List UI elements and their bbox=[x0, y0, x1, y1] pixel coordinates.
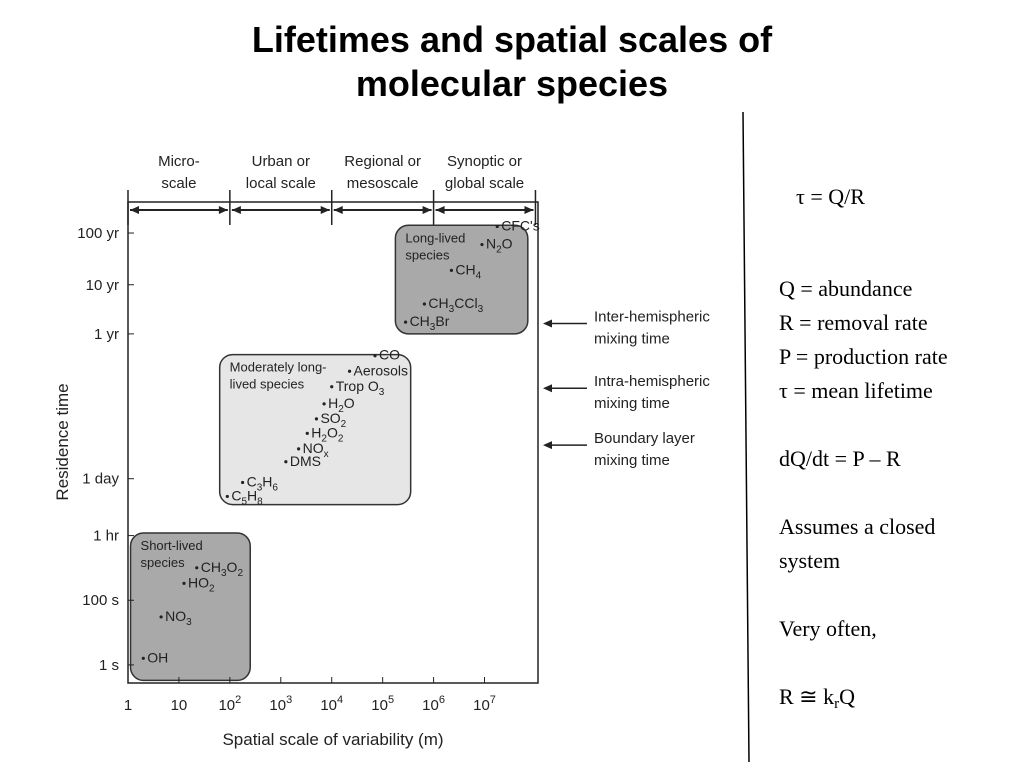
species-point bbox=[348, 370, 351, 373]
species-label: $NO_3$ bbox=[165, 607, 192, 628]
species-point bbox=[404, 321, 407, 324]
rate-equation: dQ/dt = P – R bbox=[779, 446, 901, 471]
species-group-label-line-2: species bbox=[140, 555, 185, 571]
definitions-notes bbox=[779, 272, 948, 714]
species-label: $H_2O$ bbox=[328, 394, 355, 415]
mixing-time-arrowhead bbox=[543, 441, 552, 449]
x-tick-label: $10^3$ bbox=[269, 694, 293, 714]
scale-header-arrowhead-left bbox=[436, 206, 445, 214]
species-label: $H_2O_2$ bbox=[311, 424, 344, 445]
closed-system-note-line-1: Assumes a closed bbox=[779, 514, 936, 539]
abundance-definition: Q = abundance bbox=[779, 276, 913, 301]
scale-header-arrowhead-right bbox=[524, 206, 533, 214]
divider-line bbox=[741, 112, 751, 762]
species-point bbox=[284, 460, 287, 463]
species-label: $N_2O$ bbox=[485, 235, 513, 256]
species-point bbox=[330, 385, 333, 388]
x-tick-label: 1 bbox=[123, 697, 133, 714]
species-point bbox=[423, 302, 426, 305]
y-tick-label: 100 s bbox=[82, 592, 119, 610]
x-tick-label: $10^5$ bbox=[371, 694, 395, 714]
x-tick-label: $10^2$ bbox=[218, 694, 242, 714]
scale-header-label-line-2: scale bbox=[161, 175, 197, 192]
x-tick-label: 10 bbox=[170, 697, 188, 714]
tau-equation bbox=[796, 180, 865, 214]
mean-lifetime-definition: τ = mean lifetime bbox=[779, 378, 933, 403]
species-point bbox=[195, 566, 198, 569]
x-tick-label: $10^7$ bbox=[473, 694, 496, 714]
mixing-time-label-line-1: Inter-hemispheric bbox=[594, 308, 710, 326]
scale-header-arrowhead-right bbox=[423, 206, 432, 214]
species-label: CFC's bbox=[501, 217, 540, 234]
species-point bbox=[480, 243, 483, 246]
y-axis-label: Residence time bbox=[53, 383, 72, 501]
species-label: $HO_2$ bbox=[188, 574, 215, 595]
species-label: DMS bbox=[289, 452, 322, 469]
species-label: $CH_3CCl_3$ bbox=[428, 295, 484, 316]
y-tick-label: 1 yr bbox=[93, 325, 119, 343]
species-group-label-line-1: Moderately long- bbox=[229, 359, 327, 375]
scale-header-label-line-2: local scale bbox=[245, 175, 316, 192]
species-label: CO bbox=[379, 346, 401, 363]
removal-rate-definition: R = removal rate bbox=[779, 310, 928, 335]
scale-header-label-line-1: Regional or bbox=[344, 153, 422, 170]
removal-approximation-rhs: Q bbox=[839, 684, 855, 709]
scale-header-arrowhead-left bbox=[232, 206, 241, 214]
scale-header-arrowhead-left bbox=[130, 206, 139, 214]
scale-header-label-line-2: mesoscale bbox=[346, 175, 419, 192]
x-axis-label: Spatial scale of variability (m) bbox=[222, 730, 444, 749]
scale-header-label-line-1: Synoptic or bbox=[446, 153, 523, 170]
species-label: Aerosols bbox=[353, 362, 409, 379]
mixing-time-arrowhead bbox=[543, 384, 552, 392]
species-label: $NO_x$ bbox=[302, 439, 329, 460]
removal-approximation-lhs: R ≅ k bbox=[779, 684, 835, 709]
species-label: $SO_2$ bbox=[320, 409, 347, 430]
mixing-time-label-line-2: mixing time bbox=[594, 395, 670, 413]
species-label: Trop $O_3$ bbox=[335, 377, 385, 398]
x-tick-label: $10^6$ bbox=[422, 694, 445, 714]
y-tick-label: 1 hr bbox=[93, 527, 119, 545]
production-rate-definition: P = production rate bbox=[779, 344, 948, 369]
species-point bbox=[496, 225, 499, 228]
scale-header-arrowhead-left bbox=[334, 206, 343, 214]
species-point bbox=[315, 417, 318, 420]
species-point bbox=[297, 447, 300, 450]
species-point bbox=[182, 582, 185, 585]
species-label: $C_5H_8$ bbox=[231, 487, 263, 508]
scale-headers bbox=[128, 153, 535, 225]
mixing-time-label-line-2: mixing time bbox=[594, 452, 670, 470]
species-group-label-line-2: lived species bbox=[229, 376, 305, 392]
title-line-2: molecular species bbox=[355, 63, 669, 104]
species-label: $C_3H_6$ bbox=[246, 473, 278, 494]
species-group-label-line-1: Long-lived bbox=[405, 230, 466, 246]
scale-header-label-line-1: Urban or bbox=[251, 153, 310, 170]
species-point bbox=[142, 657, 145, 660]
y-tick-label: 10 yr bbox=[85, 276, 119, 294]
mixing-time-label-line-1: Intra-hemispheric bbox=[594, 373, 710, 391]
species-point bbox=[160, 615, 163, 618]
very-often-note: Very often, bbox=[779, 616, 877, 641]
y-tick-label: 1 day bbox=[82, 470, 119, 488]
species-point bbox=[241, 481, 244, 484]
species-groups bbox=[131, 217, 540, 680]
species-point bbox=[306, 432, 309, 435]
species-label: $CH_3Br$ bbox=[409, 313, 450, 334]
species-label: $CH_3O_2$ bbox=[200, 558, 244, 579]
mixing-time-label-line-2: mixing time bbox=[594, 330, 670, 348]
mixing-time-label-line-1: Boundary layer bbox=[594, 430, 695, 448]
species-label: OH bbox=[147, 649, 169, 666]
scale-header-arrowhead-right bbox=[219, 206, 228, 214]
scale-header-label-line-2: global scale bbox=[444, 175, 525, 192]
species-point bbox=[373, 354, 376, 357]
removal-approximation-subscript: r bbox=[834, 696, 840, 712]
mixing-time-arrowhead bbox=[543, 320, 552, 328]
species-point bbox=[450, 269, 453, 272]
scale-header-arrowhead-right bbox=[321, 206, 330, 214]
y-tick-label: 1 s bbox=[98, 656, 119, 674]
y-tick-label: 100 yr bbox=[77, 225, 119, 243]
species-label: $CH_4$ bbox=[455, 261, 482, 282]
x-tick-label: $10^4$ bbox=[320, 694, 344, 714]
species-point bbox=[226, 495, 229, 498]
tau-equation-text: τ = Q/R bbox=[796, 184, 865, 209]
mixing-time-arrows bbox=[543, 309, 710, 470]
removal-approximation bbox=[779, 680, 948, 714]
title-line-1: Lifetimes and spatial scales of bbox=[251, 19, 773, 60]
species-group-label-line-2: species bbox=[405, 247, 450, 263]
scale-header-label-line-1: Micro- bbox=[158, 153, 200, 170]
species-group-label-line-1: Short-lived bbox=[140, 538, 203, 554]
species-point bbox=[322, 402, 325, 405]
closed-system-note-line-2: system bbox=[779, 548, 841, 573]
